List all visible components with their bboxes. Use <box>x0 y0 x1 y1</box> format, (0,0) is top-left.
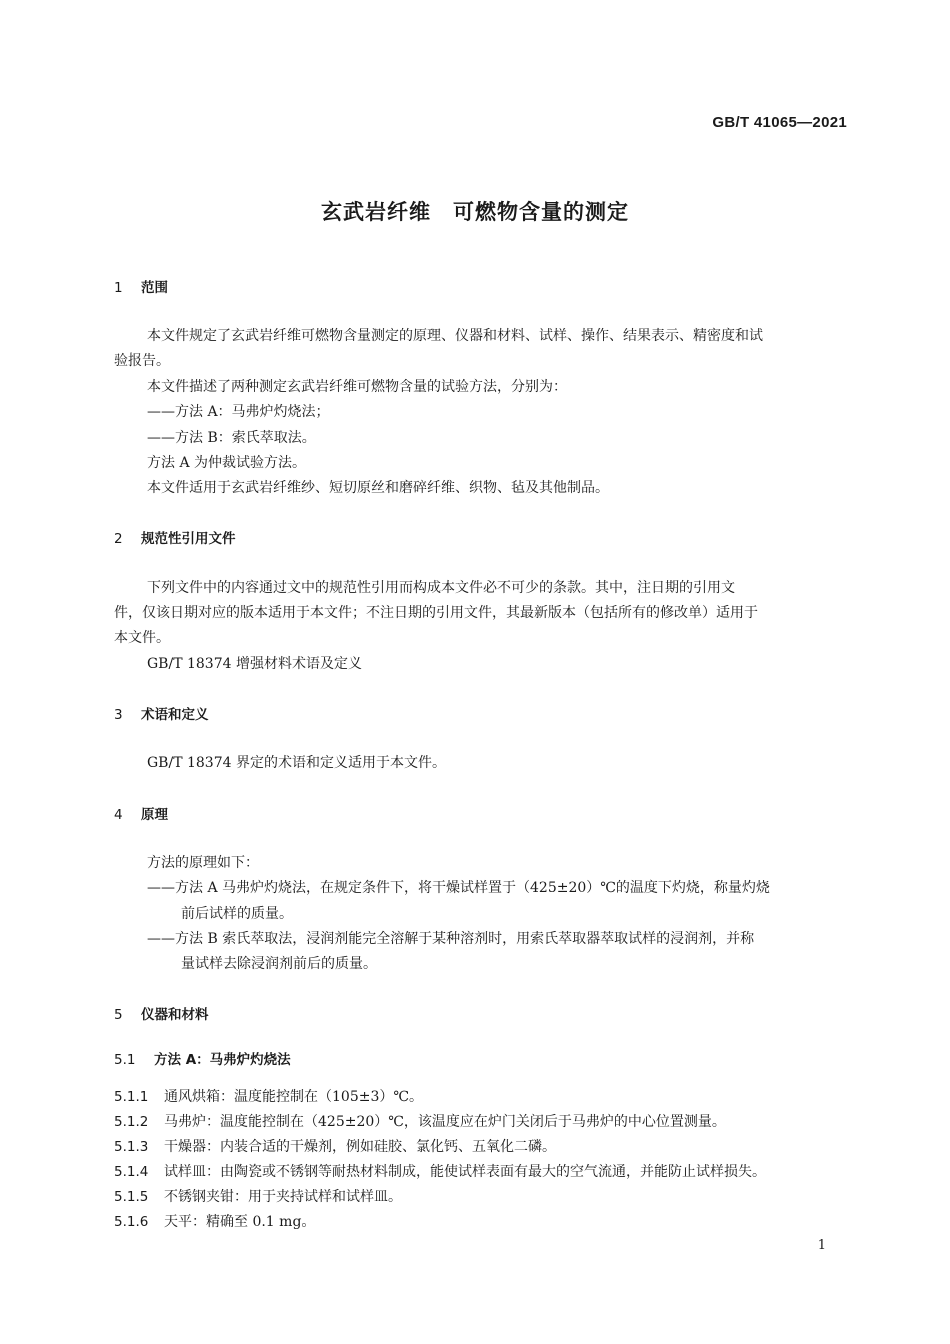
clause-text: 试样皿：由陶瓷或不锈钢等耐热材料制成，能使试样表面有最大的空气流通，并能防止试样损失。 <box>164 1164 766 1180</box>
clause-number: 5.1.3 <box>114 1139 149 1155</box>
clause-text: 干燥器：内装合适的干燥剂，例如硅胶、氯化钙、五氧化二磷。 <box>164 1139 556 1155</box>
paragraph: 本文件。 <box>114 630 170 646</box>
section-4-heading <box>114 803 168 823</box>
clause-item <box>114 1186 402 1206</box>
clause-text: 天平：精确至 0.1 mg。 <box>164 1214 316 1230</box>
document-title: 玄武岩纤维 可燃物含量的测定 <box>321 200 629 224</box>
section-number: 5 <box>114 1007 123 1023</box>
list-item: ——方法 B：索氏萃取法。 <box>147 430 316 446</box>
clause-item <box>114 1086 423 1106</box>
list-item-continuation: 前后试样的质量。 <box>181 906 293 922</box>
list-item: ——方法 B 索氏萃取法，浸润剂能完全溶解于某种溶剂时，用索氏萃取器萃取试样的浸润剂，并称 <box>147 931 755 947</box>
clause-item <box>114 1161 766 1181</box>
clause-text: 通风烘箱：温度能控制在（105±3）℃。 <box>164 1089 424 1105</box>
subsection-title: 方法 A：马弗炉灼烧法 <box>154 1052 291 1068</box>
paragraph: 件，仅该日期对应的版本适用于本文件；不注日期的引用文件，其最新版本（包括所有的修改单）适用于 <box>114 605 758 621</box>
section-title: 仪器和材料 <box>141 1007 209 1023</box>
paragraph: 本文件规定了玄武岩纤维可燃物含量测定的原理、仪器和材料、试样、操作、结果表示、精密度和试 <box>147 328 763 344</box>
section-1-heading <box>114 276 168 296</box>
list-item-continuation: 量试样去除浸润剂前后的质量。 <box>181 956 377 972</box>
reference-entry: GB/T 18374 增强材料术语及定义 <box>147 656 362 672</box>
section-number: 1 <box>114 280 123 296</box>
paragraph: 方法 A 为仲裁试验方法。 <box>147 455 307 471</box>
subsection-number: 5.1 <box>114 1052 136 1068</box>
clause-item <box>114 1111 726 1131</box>
clause-number: 5.1.1 <box>114 1089 149 1105</box>
section-2-heading <box>114 527 236 547</box>
section-number: 4 <box>114 807 123 823</box>
subsection-5-1-heading <box>114 1048 291 1068</box>
list-item: ——方法 A 马弗炉灼烧法，在规定条件下，将干燥试样置于（425±20）℃的温度下灼烧，称量灼烧 <box>147 880 770 896</box>
clause-number: 5.1.4 <box>114 1164 149 1180</box>
standard-code: GB/T 41065—2021 <box>712 114 847 131</box>
clause-number: 5.1.2 <box>114 1114 149 1130</box>
clause-number: 5.1.5 <box>114 1189 149 1205</box>
clause-number: 5.1.6 <box>114 1214 149 1230</box>
section-title: 原理 <box>141 807 168 823</box>
section-number: 3 <box>114 707 123 723</box>
list-item: ——方法 A：马弗炉灼烧法； <box>147 404 330 420</box>
paragraph: 本文件描述了两种测定玄武岩纤维可燃物含量的试验方法，分别为： <box>147 379 567 395</box>
clause-item <box>114 1136 556 1156</box>
paragraph: 方法的原理如下： <box>147 855 259 871</box>
section-title: 范围 <box>141 280 168 296</box>
clause-item <box>114 1211 315 1231</box>
paragraph: 下列文件中的内容通过文中的规范性引用而构成本文件必不可少的条款。其中，注日期的引用文 <box>147 580 735 596</box>
clause-text: 马弗炉：温度能控制在（425±20）℃，该温度应在炉门关闭后于马弗炉的中心位置测量。 <box>164 1114 726 1130</box>
clause-text: 不锈钢夹钳：用于夹持试样和试样皿。 <box>164 1189 402 1205</box>
section-title: 规范性引用文件 <box>141 531 236 547</box>
section-number: 2 <box>114 531 123 547</box>
paragraph: 本文件适用于玄武岩纤维纱、短切原丝和磨碎纤维、织物、毡及其他制品。 <box>147 480 609 496</box>
page-number: 1 <box>817 1238 826 1253</box>
paragraph: GB/T 18374 界定的术语和定义适用于本文件。 <box>147 755 446 771</box>
section-3-heading <box>114 703 209 723</box>
section-5-heading <box>114 1003 209 1023</box>
section-title: 术语和定义 <box>141 707 209 723</box>
paragraph: 验报告。 <box>114 353 170 369</box>
